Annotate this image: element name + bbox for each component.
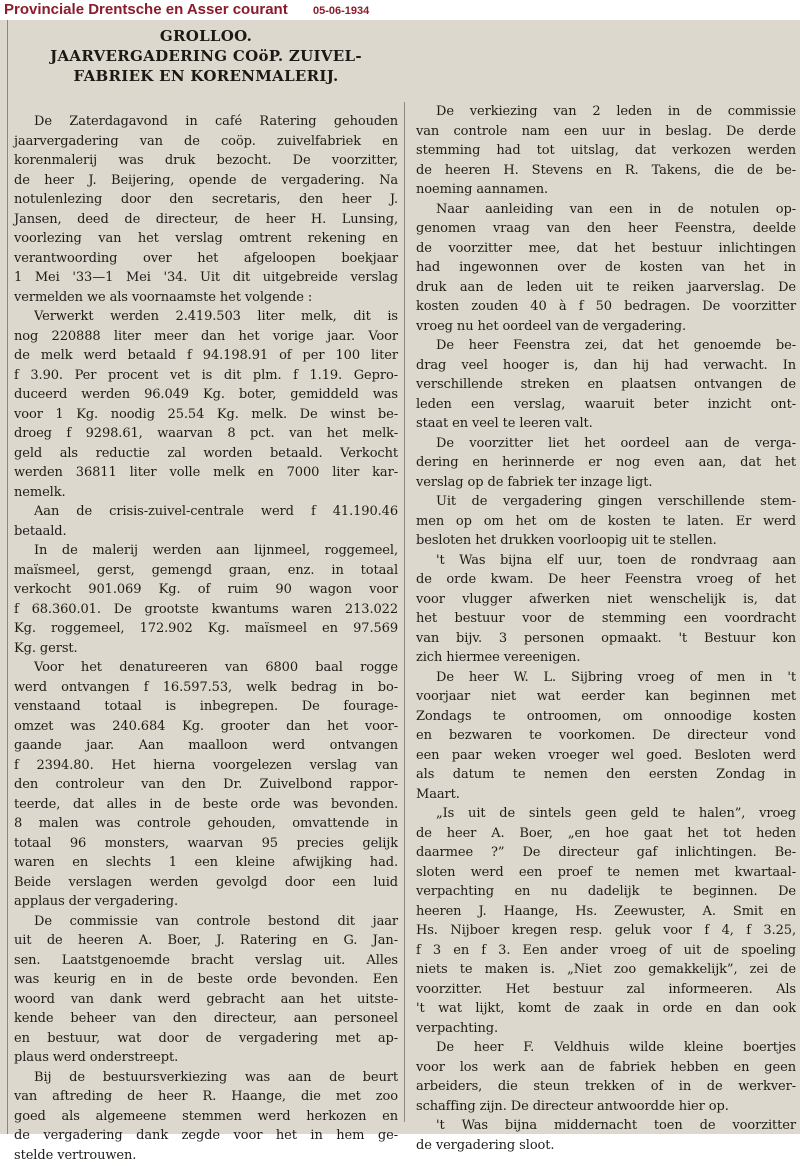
text-line: goed als algemeene stemmen werd herkozen en bbox=[14, 1108, 398, 1124]
text-line: men op om het om de kosten te laten. Er werd bbox=[416, 513, 796, 529]
text-line: het bestuur voor de stemming een voordracht bbox=[416, 611, 796, 626]
text-line: jaarvergadering van de coöp. zuivelfabriek en bbox=[14, 133, 398, 149]
text-line: niets te maken is. „Niet zoo gemakkelijk”, zei de bbox=[416, 962, 796, 977]
text-line: verslag op de fabriek ter inzage ligt. bbox=[416, 474, 653, 490]
text-line: voor los werk aan de fabriek hebben en geen bbox=[416, 1059, 796, 1075]
text-line: 1 Mei '33—1 Mei '34. Uit dit uitgebreide verslag bbox=[14, 270, 398, 285]
text-line: voorlezing van het verslag omtrent rekening en bbox=[14, 231, 398, 246]
text-line: schaffing zijn. De directeur antwoordde hier op. bbox=[416, 1098, 729, 1114]
article-column-right bbox=[416, 102, 796, 1155]
text-line: Naar aanleiding van een in de notulen op- bbox=[436, 201, 796, 217]
text-line: plaus werd onderstreept. bbox=[14, 1050, 179, 1065]
text-line: nog 220888 liter meer dan het vorige jaar. Voor bbox=[14, 328, 398, 344]
text-line: 8 malen was controle gehouden, omvattende in bbox=[14, 816, 398, 831]
text-line: „Is uit de sintels geen geld te halen”, vroeg bbox=[436, 806, 796, 821]
text-line: De Zaterdagavond in café Ratering gehouden bbox=[34, 114, 398, 129]
text-line: Voor het denatureeren van 6800 baal rogge bbox=[34, 660, 398, 675]
text-line: de heeren H. Stevens en R. Takens, die de be- bbox=[416, 162, 796, 178]
text-line: betaald. bbox=[14, 523, 67, 539]
text-line: Bij de bestuursverkiezing was aan de beurt bbox=[34, 1069, 398, 1085]
text-line: applaus der vergadering. bbox=[14, 894, 178, 909]
text-line: de vergadering dank zegde voor het in hem ge- bbox=[14, 1128, 398, 1143]
text-line: uit de heeren A. Boer, J. Ratering en G. Jan- bbox=[14, 933, 398, 948]
text-line: en bestuur, wat door de vergadering met ap- bbox=[14, 1030, 398, 1046]
text-line: en bezwaren te voorkomen. De directeur vond bbox=[416, 728, 796, 743]
text-line: verkocht 901.069 Kg. of ruim 90 wagon voor bbox=[14, 582, 398, 597]
text-line: verpachting. bbox=[416, 1020, 498, 1036]
text-line: notulenlezing door den secretaris, den heer J. bbox=[14, 192, 398, 207]
text-line: heeren J. Haange, Hs. Zeewuster, A. Smit en bbox=[416, 903, 796, 919]
text-line: van controle nam een uur in beslag. De derde bbox=[416, 123, 796, 139]
text-line: De verkiezing van 2 leden in de commissie bbox=[436, 104, 796, 119]
text-line: Hs. Nijboer kregen resp. geluk voor f 4, f 3.25, bbox=[416, 923, 796, 938]
text-line: In de malerij werden aan lijnmeel, roggemeel, bbox=[34, 543, 398, 558]
text-line: maïsmeel, gerst, gemengd graan, enz. in totaal bbox=[14, 562, 398, 578]
text-line: daarmee ?” De directeur gaf inlichtingen. Be- bbox=[416, 845, 796, 860]
text-line: verschillende streken en plaatsen ontvangen de bbox=[416, 377, 796, 392]
text-line: woord van dank werd gebracht aan het uitste- bbox=[14, 991, 398, 1007]
text-line: 't Was bijna elf uur, toen de rondvraag aan bbox=[436, 552, 796, 568]
text-line: Verwerkt werden 2.419.503 liter melk, dit is bbox=[34, 309, 398, 324]
text-line: kosten zouden 40 à f 50 bedragen. De voorzitter bbox=[416, 299, 796, 314]
text-line: Kg. roggemeel, 172.902 Kg. maïsmeel en 97.569 bbox=[14, 621, 398, 636]
newspaper-clipping bbox=[0, 20, 800, 1163]
text-line: dering en herinnerde er nog even aan, dat het bbox=[416, 455, 796, 470]
headline-line: JAARVERGADERING COöP. ZUIVEL- bbox=[50, 47, 362, 65]
text-line: de melk werd betaald f 94.198.91 of per 100 liter bbox=[14, 348, 398, 363]
text-line: Jansen, deed de directeur, de heer H. Lunsing, bbox=[14, 211, 398, 227]
text-line: als datum te nemen den eersten Zondag in bbox=[416, 767, 796, 782]
text-line: duceerd werden 96.049 Kg. boter, gemiddeld was bbox=[14, 387, 398, 402]
text-line: De commissie van controle bestond dit jaar bbox=[34, 913, 398, 929]
text-line: van aftreding de heer R. Haange, die met zoo bbox=[14, 1089, 398, 1104]
text-line: de orde kwam. De heer Feenstra vroeg of het bbox=[416, 572, 796, 587]
page-header bbox=[0, 0, 800, 22]
text-line: de heer A. Boer, „en hoe gaat het tot heden bbox=[416, 825, 796, 841]
text-line: sloten werd een proef te nemen met kwartaal- bbox=[416, 864, 796, 880]
text-line: zich hiermee vereenigen. bbox=[416, 650, 581, 665]
text-line: omzet was 240.684 Kg. grooter dan het voor- bbox=[14, 718, 398, 734]
text-line: noeming aannamen. bbox=[416, 182, 549, 197]
article-column-left bbox=[14, 112, 398, 1165]
text-line: was keurig en in de beste orde bevonden. Een bbox=[14, 972, 398, 987]
text-line: venstaand totaal is inbegrepen. De fourage- bbox=[14, 699, 398, 714]
column-divider bbox=[404, 102, 405, 1122]
text-line: f 2394.80. Het hierna voorgelezen verslag van bbox=[14, 757, 398, 773]
text-line: een paar weken vroeger wel goed. Besloten werd bbox=[416, 747, 796, 763]
text-line: genomen vraag van den heer Feenstra, deelde bbox=[416, 221, 796, 236]
text-line: teerde, dat alles in de beste orde was bevonden. bbox=[14, 796, 398, 812]
text-line: waren en slechts 1 een kleine afwijking had. bbox=[14, 855, 398, 870]
text-line: arbeiders, die steun trekken of in de werkver- bbox=[416, 1079, 796, 1094]
text-line: van bijv. 3 personen opmaakt. 't Bestuur kon bbox=[416, 630, 796, 646]
text-line: sen. Laatstgenoemde bracht verslag uit. Alles bbox=[14, 952, 398, 968]
text-line: De voorzitter liet het oordeel aan de verga- bbox=[436, 435, 796, 451]
text-line: den controleur van den Dr. Zuivelbond rappor- bbox=[14, 777, 398, 792]
text-line: De heer F. Veldhuis wilde kleine boertjes bbox=[436, 1040, 796, 1055]
text-line: besloten het drukken voorloopig uit te stellen. bbox=[416, 533, 717, 548]
text-line: Maart. bbox=[416, 786, 460, 802]
publication-date: 05-06-1934 bbox=[313, 5, 370, 17]
text-line: de heer J. Beijering, opende de vergadering. Na bbox=[14, 172, 398, 188]
text-line: 't wat lijkt, komt de zaak in orde en dan ook bbox=[416, 1001, 796, 1016]
text-line: Beide verslagen werden gevolgd door een luid bbox=[14, 874, 398, 890]
text-line: kende beheer van den directeur, aan personeel bbox=[14, 1011, 398, 1026]
text-line: verpachting en nu dadelijk te beginnen. De bbox=[416, 884, 796, 899]
text-line: voor vlugger afwerken niet wenschelijk is, dat bbox=[416, 591, 796, 607]
text-line: werden 36811 liter volle melk en 7000 liter kar- bbox=[14, 465, 398, 480]
text-line: de voorzitter mee, dat het bestuur inlichtingen bbox=[416, 240, 796, 256]
text-line: staat en veel te leeren valt. bbox=[416, 416, 593, 431]
text-line: vermelden we als voornaamste het volgende : bbox=[14, 289, 313, 305]
text-line: stelde vertrouwen. bbox=[14, 1147, 137, 1163]
newspaper-title: Provinciale Drentsche en Asser courant bbox=[4, 1, 288, 18]
text-line: voor 1 Kg. noodig 25.54 Kg. melk. De winst be- bbox=[14, 406, 398, 422]
text-line: voorjaar niet wat eerder kan beginnen met bbox=[416, 689, 796, 704]
text-line: korenmalerij was druk bezocht. De voorzitter, bbox=[14, 153, 398, 168]
text-line: Zondags te ontroomen, om onnoodige kosten bbox=[416, 708, 796, 724]
text-line: werd ontvangen f 16.597.53, welk bedrag in bo- bbox=[14, 679, 398, 695]
text-line: Kg. gerst. bbox=[14, 640, 78, 656]
text-line: geld als reductie zal worden betaald. Verkocht bbox=[14, 445, 398, 461]
text-line: de vergadering sloot. bbox=[416, 1137, 555, 1153]
text-line: leden een verslag, waaruit beter inzicht ont- bbox=[416, 396, 796, 412]
text-line: Aan de crisis-zuivel-centrale werd f 41.190.46 bbox=[34, 504, 398, 519]
headline-line: GROLLOO. bbox=[159, 27, 253, 45]
text-line: totaal 96 monsters, waarvan 95 precies gelijk bbox=[14, 835, 398, 851]
text-line: De heer W. L. Sijbring vroeg of men in 't bbox=[436, 669, 796, 685]
text-line: f 3 en f 3. Een ander vroeg of uit de spoeling bbox=[416, 942, 796, 958]
text-line: droeg f 9298.61, waarvan 8 pct. van het melk- bbox=[14, 426, 398, 441]
text-line: nemelk. bbox=[14, 484, 66, 500]
text-line: f 3.90. Per procent vet is dit plm. f 1.19. Gepro- bbox=[14, 367, 398, 383]
clipping-left-border bbox=[7, 20, 8, 1134]
text-line: voorzitter. Het bestuur zal informeeren. Als bbox=[416, 981, 796, 997]
text-line: stemming had tot uitslag, dat verkozen werden bbox=[416, 143, 796, 158]
text-line: vroeg nu het oordeel van de vergadering. bbox=[416, 318, 686, 334]
text-line: verantwoording over het afgeloopen boekjaar bbox=[14, 250, 398, 266]
text-line: 't Was bijna middernacht toen de voorzitter bbox=[436, 1118, 796, 1133]
text-line: druk aan de leden uit te reiken jaarverslag. De bbox=[416, 279, 796, 295]
headline-line: FABRIEK EN KORENMALERIJ. bbox=[73, 67, 339, 85]
text-line: gaande jaar. Aan maalloon werd ontvangen bbox=[14, 738, 398, 753]
text-line: f 68.360.01. De grootste kwantums waren 213.022 bbox=[14, 601, 398, 617]
text-line: De heer Feenstra zei, dat het genoemde be- bbox=[436, 338, 796, 353]
text-line: drag veel hooger is, dan hij had verwacht. In bbox=[416, 357, 796, 373]
text-line: Uit de vergadering gingen verschillende stem- bbox=[436, 494, 796, 509]
text-line: had ingewonnen over de kosten van het in bbox=[416, 260, 796, 275]
article-headline bbox=[14, 26, 398, 86]
